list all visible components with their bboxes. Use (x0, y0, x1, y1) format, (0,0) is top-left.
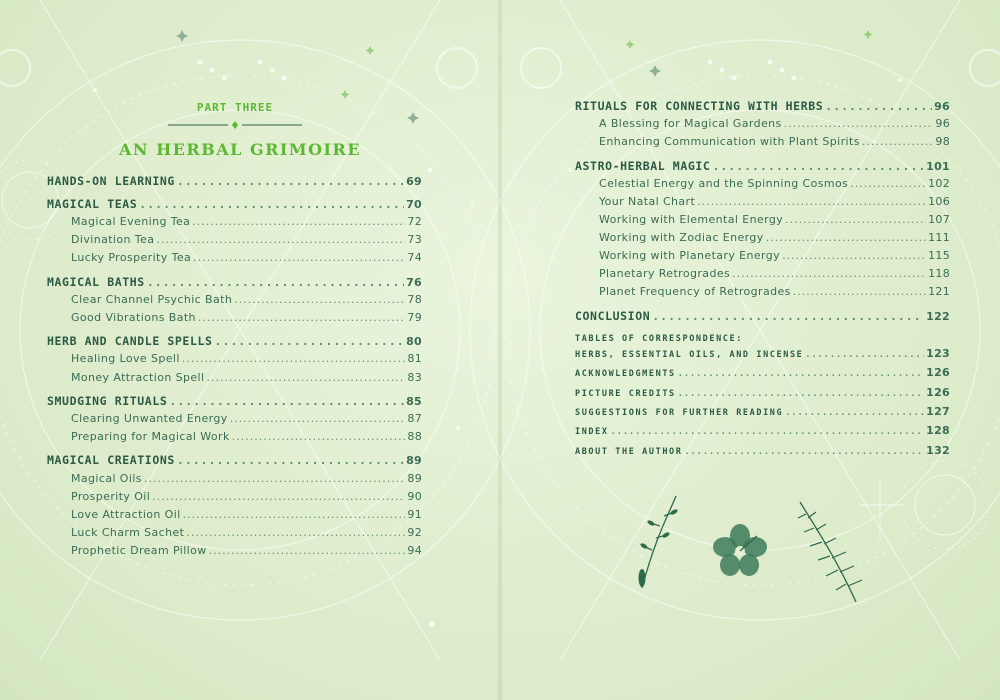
toc-page-number: 126 (926, 386, 950, 399)
toc-page-number: 76 (406, 276, 422, 289)
toc-entry-section[interactable] (47, 334, 422, 348)
dot-leader (784, 117, 934, 130)
toc-page-number: 74 (407, 251, 422, 264)
toc-entry-label: Enhancing Communication with Plant Spirits (599, 135, 860, 148)
dot-leader (209, 544, 406, 557)
toc-entry-label: MAGICAL BATHS (47, 275, 145, 289)
toc-entry-subsection[interactable] (71, 293, 422, 306)
toc-entry-subsection[interactable] (71, 430, 422, 443)
dot-leader (169, 394, 404, 408)
toc-entry-label: Working with Planetary Energy (599, 249, 781, 262)
toc-entry-label: Prophetic Dream Pillow (71, 544, 207, 557)
toc-entry-label: Lucky Prosperity Tea (71, 251, 192, 264)
toc-page-number: 87 (407, 412, 422, 425)
toc-entry-label: Preparing for Magical Work (71, 430, 230, 443)
toc-entry-subsection[interactable] (71, 472, 422, 485)
dot-leader (785, 408, 924, 418)
toc-entry-label: SUGGESTIONS FOR FURTHER READING (575, 408, 784, 418)
toc-page-number: 128 (926, 424, 950, 437)
toc-entry-subsection[interactable] (71, 371, 422, 384)
toc-entry-subsection[interactable] (599, 285, 950, 298)
toc-entry-label: ACKNOWLEDGMENTS (575, 369, 676, 379)
toc-back-matter-heading: TABLES OF CORRESPONDENCE: (575, 334, 743, 344)
toc-entry-label: Healing Love Spell (71, 352, 180, 365)
toc-entry-subsection[interactable] (599, 117, 950, 130)
toc-entry-subsection[interactable] (71, 251, 422, 264)
toc-entry-section[interactable] (47, 197, 422, 211)
dot-leader (177, 174, 404, 188)
toc-entry-subsection[interactable] (599, 195, 950, 208)
toc-page-number: 127 (926, 405, 950, 418)
toc-entry-section[interactable] (47, 453, 422, 467)
toc-entry-subsection[interactable] (71, 352, 422, 365)
toc-entry-section[interactable] (575, 309, 950, 323)
toc-page-number: 101 (926, 160, 950, 173)
toc-entry-label: Prosperity Oil (71, 490, 151, 503)
dot-leader (805, 350, 924, 360)
toc-entry-label: HERB AND CANDLE SPELLS (47, 334, 213, 348)
toc-entry-section[interactable] (575, 159, 950, 173)
dot-leader (732, 267, 926, 280)
toc-entry-label: Magical Evening Tea (71, 215, 191, 228)
toc-entry-subsection[interactable] (599, 135, 950, 148)
toc-entry-back-matter[interactable] (575, 386, 950, 399)
dot-leader (793, 285, 926, 298)
dot-leader (206, 371, 405, 384)
toc-entry-label: Planet Frequency of Retrogrades (599, 285, 791, 298)
toc-page-number: 106 (928, 195, 950, 208)
dot-leader (156, 233, 405, 246)
toc-entry-label: HANDS-ON LEARNING (47, 174, 175, 188)
dot-leader (139, 197, 404, 211)
dot-leader (678, 369, 924, 379)
toc-page-number: 85 (406, 395, 422, 408)
toc-entry-label: Divination Tea (71, 233, 155, 246)
dot-leader (697, 195, 926, 208)
toc-page-number: 90 (407, 490, 422, 503)
toc-entry-subsection[interactable] (71, 490, 422, 503)
dot-leader (234, 293, 405, 306)
toc-page-number: 94 (407, 544, 422, 557)
dot-leader (712, 159, 924, 173)
toc-page-number: 115 (928, 249, 950, 262)
toc-entry-section[interactable] (575, 99, 950, 113)
dot-leader (782, 249, 926, 262)
toc-page-number: 70 (406, 198, 422, 211)
dot-leader (766, 231, 926, 244)
toc-page-number: 121 (928, 285, 950, 298)
ornament-divider (168, 121, 302, 129)
toc-page-number: 83 (407, 371, 422, 384)
dot-leader (215, 334, 405, 348)
toc-entry-label: Clear Channel Psychic Bath (71, 293, 233, 306)
toc-page-number: 80 (406, 335, 422, 348)
toc-entry-label: Working with Zodiac Energy (599, 231, 764, 244)
hibiscus-flower-icon (712, 522, 768, 578)
toc-entry-subsection[interactable] (599, 249, 950, 262)
toc-entry-label: Good Vibrations Bath (71, 311, 196, 324)
toc-page-number: 126 (926, 366, 950, 379)
toc-page-number: 96 (934, 100, 950, 113)
dot-leader (182, 352, 406, 365)
toc-page-number: 102 (928, 177, 950, 190)
toc-entry-subsection[interactable] (599, 267, 950, 280)
toc-entry-label: MAGICAL TEAS (47, 197, 138, 211)
toc-page-number: 79 (407, 311, 422, 324)
toc-entry-section[interactable] (47, 174, 422, 188)
toc-page-number: 88 (407, 430, 422, 443)
dot-leader (186, 526, 405, 539)
dot-leader (230, 412, 406, 425)
toc-page-number: 78 (407, 293, 422, 306)
toc-entry-subsection[interactable] (71, 215, 422, 228)
toc-page-number: 118 (928, 267, 950, 280)
dot-leader (862, 135, 934, 148)
toc-page-number: 96 (935, 117, 950, 130)
toc-entry-subsection[interactable] (599, 231, 950, 244)
dot-leader (611, 427, 925, 437)
toc-entry-label: A Blessing for Magical Gardens (599, 117, 782, 130)
dot-leader (684, 447, 924, 457)
toc-entry-label: Money Attraction Spell (71, 371, 205, 384)
book-gutter (497, 0, 503, 700)
toc-entry-label: Celestial Energy and the Spinning Cosmos (599, 177, 849, 190)
toc-entry-label: Magical Oils (71, 472, 142, 485)
toc-page-number: 91 (407, 508, 422, 521)
toc-entry-label: PICTURE CREDITS (575, 389, 676, 399)
toc-entry-label: INDEX (575, 427, 609, 437)
dot-leader (785, 213, 926, 226)
toc-page-number: 122 (926, 310, 950, 323)
toc-entry-label: SMUDGING RITUALS (47, 394, 168, 408)
dot-leader (192, 215, 405, 228)
rosemary-sprig-icon (796, 498, 868, 608)
toc-entry-label: MAGICAL CREATIONS (47, 453, 175, 467)
toc-entry-label: CONCLUSION (575, 309, 651, 323)
toc-page-number: 89 (406, 454, 422, 467)
toc-page-number: 69 (406, 175, 422, 188)
dot-leader (152, 490, 405, 503)
toc-entry-section[interactable] (47, 394, 422, 408)
toc-entry-subsection[interactable] (71, 544, 422, 557)
toc-page-number: 73 (407, 233, 422, 246)
toc-entry-back-matter[interactable] (575, 444, 950, 457)
toc-entry-back-matter[interactable] (575, 424, 950, 437)
toc-page-number: 98 (935, 135, 950, 148)
toc-entry-section[interactable] (47, 275, 422, 289)
toc-entry-back-matter[interactable] (575, 347, 950, 360)
toc-entry-label: Luck Charm Sachet (71, 526, 185, 539)
dot-leader (147, 275, 404, 289)
toc-entry-label: Love Attraction Oil (71, 508, 181, 521)
toc-entry-label: Clearing Unwanted Energy (71, 412, 228, 425)
dot-leader (678, 389, 924, 399)
dot-leader (850, 177, 926, 190)
section-title: AN HERBAL GRIMOIRE (118, 140, 362, 159)
dot-leader (193, 251, 405, 264)
toc-page-number: 89 (407, 472, 422, 485)
dot-leader (177, 453, 404, 467)
toc-page-number: 72 (407, 215, 422, 228)
dot-leader (232, 430, 406, 443)
toc-entry-label: ASTRO-HERBAL MAGIC (575, 159, 711, 173)
toc-entry-label: Planetary Retrogrades (599, 267, 731, 280)
toc-page-number: 111 (928, 231, 950, 244)
toc-entry-label: RITUALS FOR CONNECTING WITH HERBS (575, 99, 824, 113)
dot-leader (198, 311, 405, 324)
toc-entry-back-matter[interactable] (575, 366, 950, 379)
toc-entry-subsection[interactable] (71, 412, 422, 425)
toc-entry-label: HERBS, ESSENTIAL OILS, AND INCENSE (575, 350, 804, 360)
toc-page-number: 123 (926, 347, 950, 360)
toc-page-number: 81 (407, 352, 422, 365)
part-label: PART THREE (196, 101, 274, 114)
toc-entry-label: Your Natal Chart (599, 195, 696, 208)
toc-page-number: 92 (407, 526, 422, 539)
toc-page-number: 107 (928, 213, 950, 226)
dot-leader (652, 309, 924, 323)
dot-leader (183, 508, 406, 521)
toc-entry-subsection[interactable] (71, 508, 422, 521)
dot-leader (825, 99, 932, 113)
toc-page-number: 132 (926, 444, 950, 457)
toc-entry-label: Working with Elemental Energy (599, 213, 784, 226)
dot-leader (144, 472, 405, 485)
lavender-sprig-icon (628, 492, 684, 596)
toc-entry-subsection[interactable] (599, 177, 950, 190)
toc-entry-subsection[interactable] (71, 526, 422, 539)
toc-entry-subsection[interactable] (71, 233, 422, 246)
toc-entry-subsection[interactable] (599, 213, 950, 226)
toc-entry-label: ABOUT THE AUTHOR (575, 447, 683, 457)
toc-entry-back-matter[interactable] (575, 405, 950, 418)
toc-entry-subsection[interactable] (71, 311, 422, 324)
